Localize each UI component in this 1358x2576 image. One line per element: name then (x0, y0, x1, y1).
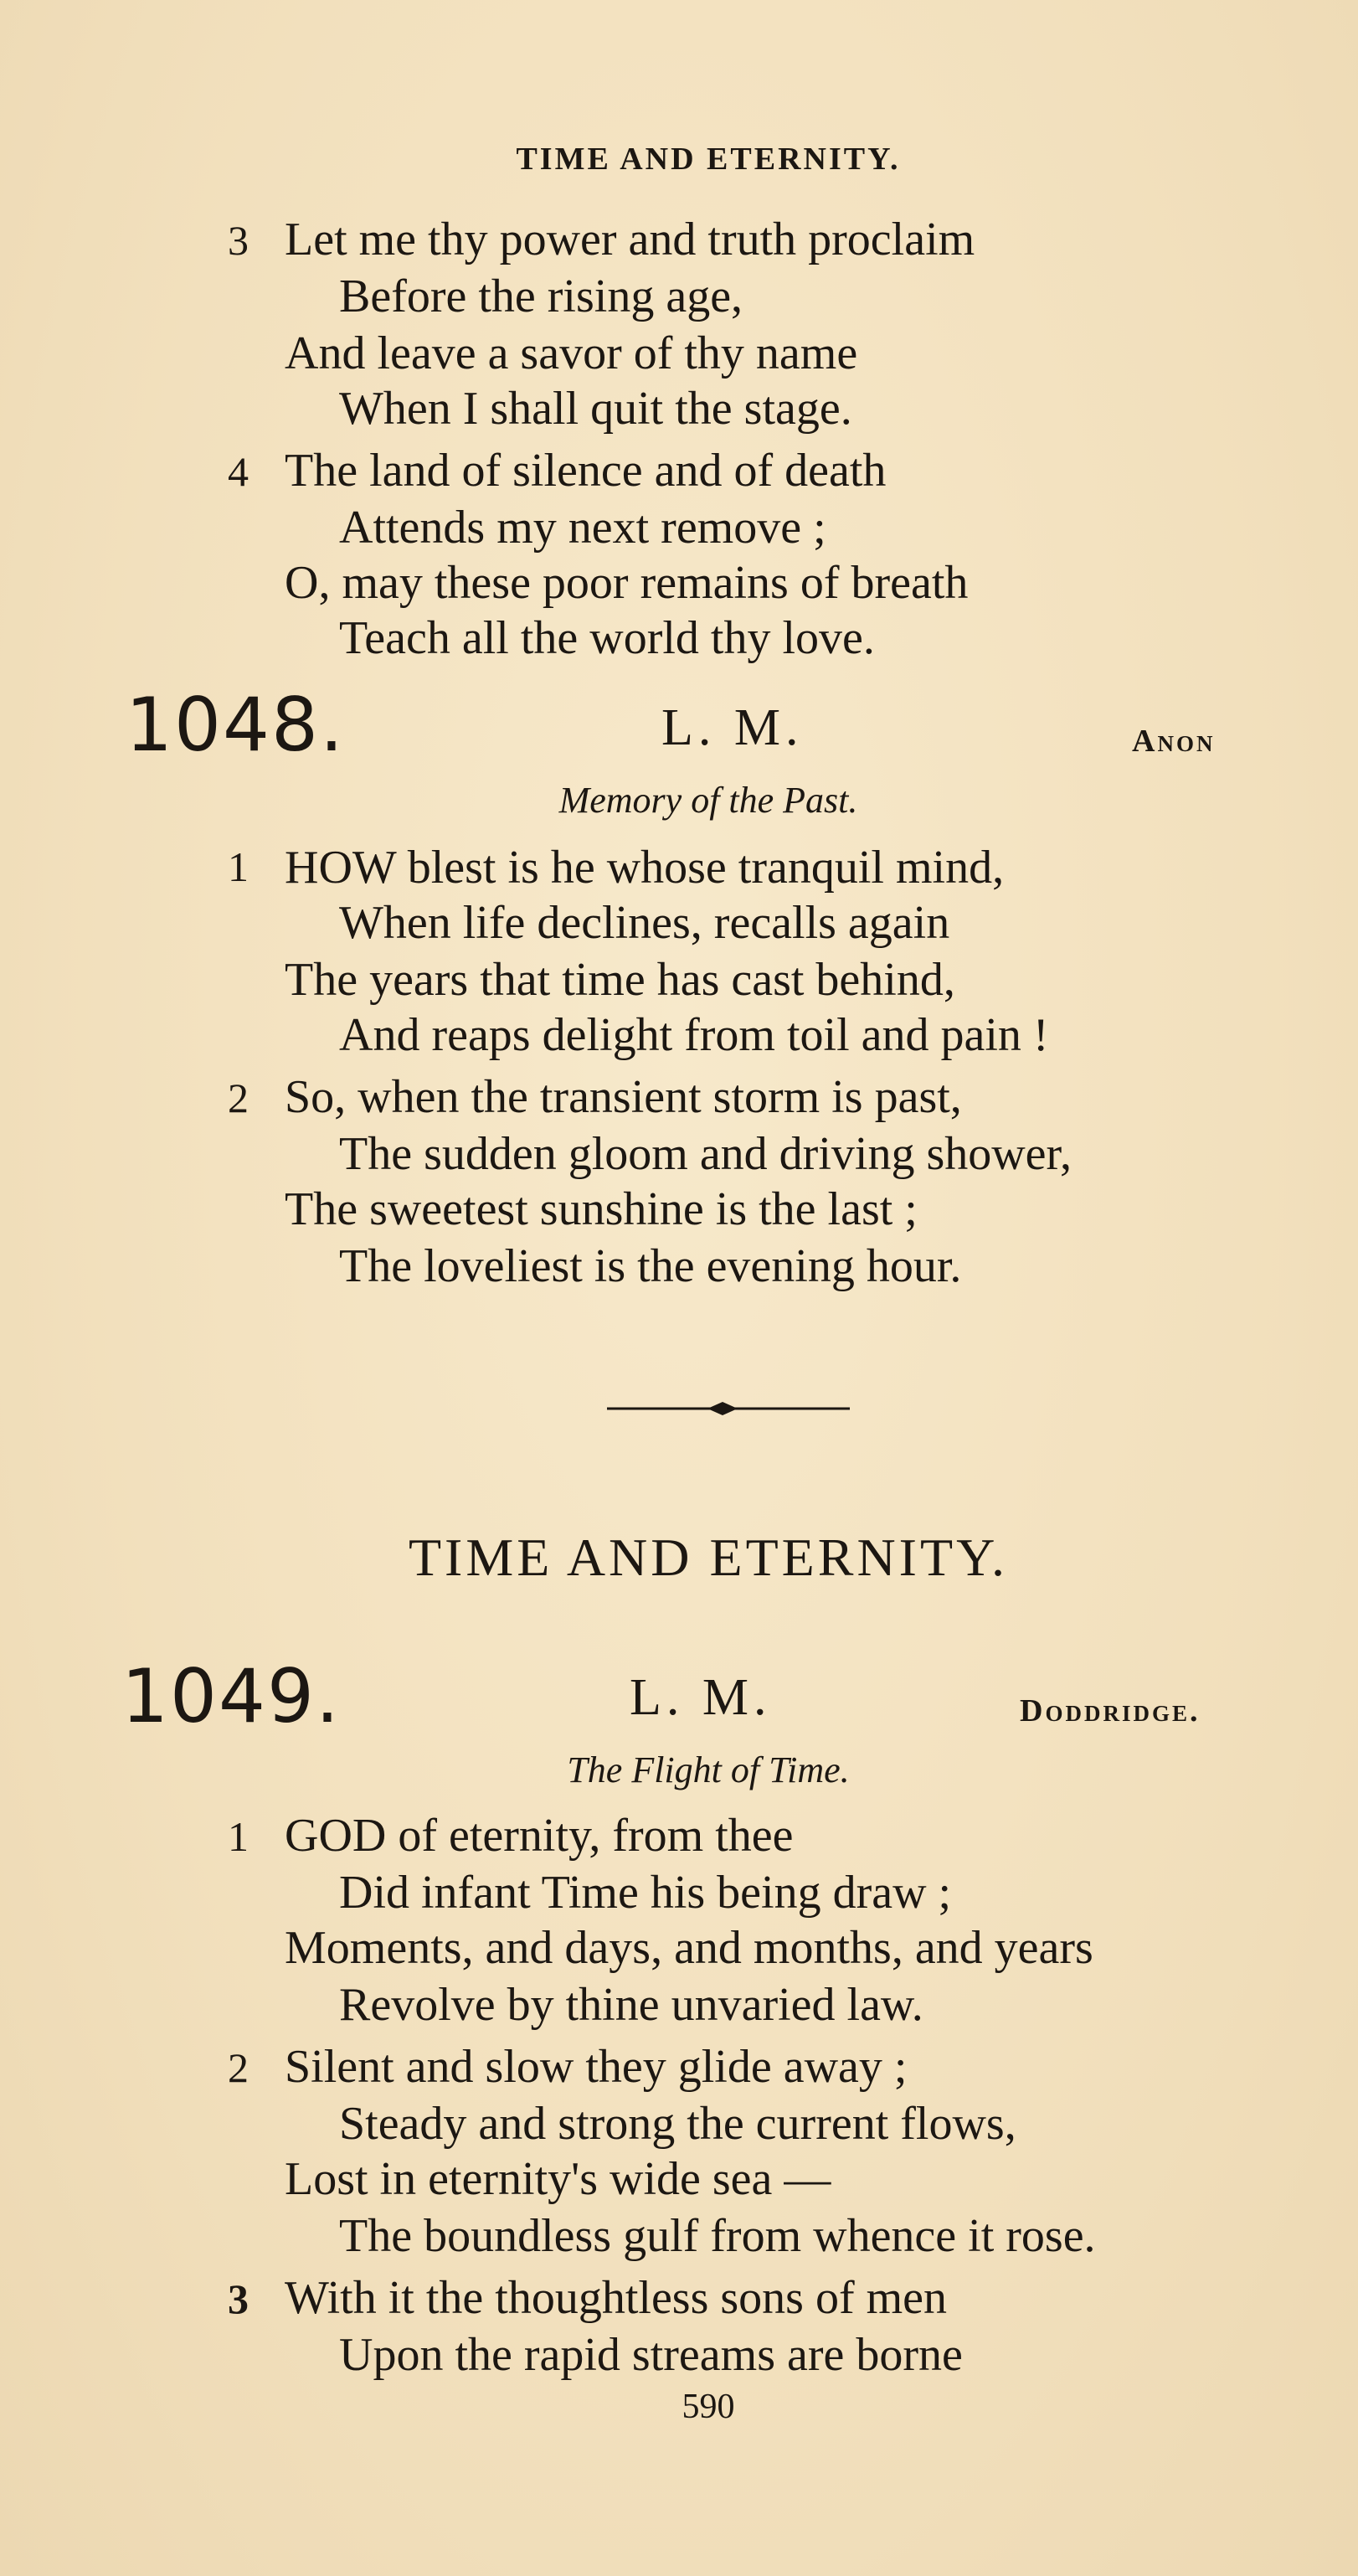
verse-number: 4 (228, 448, 249, 495)
verse-line: Teach all the world thy love. (339, 612, 875, 664)
verse-line: Steady and strong the current flows, (339, 2098, 1016, 2150)
ornament-divider (607, 1399, 850, 1419)
hymn-meter: L. M. (661, 699, 804, 756)
hymn-composer: Doddridge. (1020, 1693, 1201, 1728)
verse-number: 2 (228, 2044, 249, 2091)
verse-line: Moments, and days, and months, and years (285, 1922, 1093, 1974)
running-head: TIME AND ETERNITY. (516, 142, 901, 177)
verse-line: Silent and slow they glide away ; (285, 2041, 908, 2093)
section-title: TIME AND ETERNITY. (408, 1528, 1009, 1587)
verse-line: HOW blest is he whose tranquil mind, (285, 842, 1005, 894)
verse-number: 1 (228, 1813, 249, 1860)
hymn-number: 1048. (126, 682, 345, 768)
verse-line: O, may these poor remains of breath (285, 557, 969, 609)
verse-number: 3 (228, 2275, 249, 2322)
verse-line: And leave a savor of thy name (285, 327, 858, 379)
verse-line: GOD of eternity, from thee (285, 1810, 794, 1862)
verse-line: Revolve by thine unvaried law. (339, 1979, 923, 2031)
verse-number: 2 (228, 1074, 249, 1121)
verse-line: The boundless gulf from whence it rose. (339, 2210, 1096, 2262)
verse-line: The loveliest is the evening hour. (339, 1240, 962, 1292)
verse-line: Let me thy power and truth proclaim (285, 214, 975, 265)
verse-line: With it the thoughtless sons of men (285, 2272, 948, 2324)
verse-line: The years that time has cast behind, (285, 954, 955, 1006)
verse-line: Upon the rapid streams are borne (339, 2329, 963, 2381)
hymn-subtitle: The Flight of Time. (567, 1749, 850, 1790)
verse-line: When life declines, recalls again (339, 897, 950, 949)
hymn-subtitle: Memory of the Past. (558, 780, 858, 821)
verse-line: Lost in eternity's wide sea — (285, 2153, 831, 2205)
verse-number: 3 (228, 217, 249, 264)
verse-line: So, when the transient storm is past, (285, 1071, 962, 1123)
verse-number: 1 (228, 843, 249, 890)
verse-line: And reaps delight from toil and pain ! (339, 1009, 1049, 1061)
hymn-composer: Anon (1132, 724, 1216, 759)
verse-line: When I shall quit the stage. (339, 383, 852, 435)
page-number: 590 (682, 2388, 735, 2426)
verse-line: Before the rising age, (339, 270, 743, 322)
verse-line: Attends my next remove ; (339, 502, 826, 554)
verse-line: The land of silence and of death (285, 445, 887, 497)
hymn-number: 1049. (121, 1653, 341, 1739)
verse-line: Did infant Time his being draw ; (339, 1867, 952, 1919)
hymn-meter: L. M. (630, 1669, 772, 1726)
verse-line: The sweetest sunshine is the last ; (285, 1183, 918, 1235)
verse-line: The sudden gloom and driving shower, (339, 1128, 1072, 1180)
